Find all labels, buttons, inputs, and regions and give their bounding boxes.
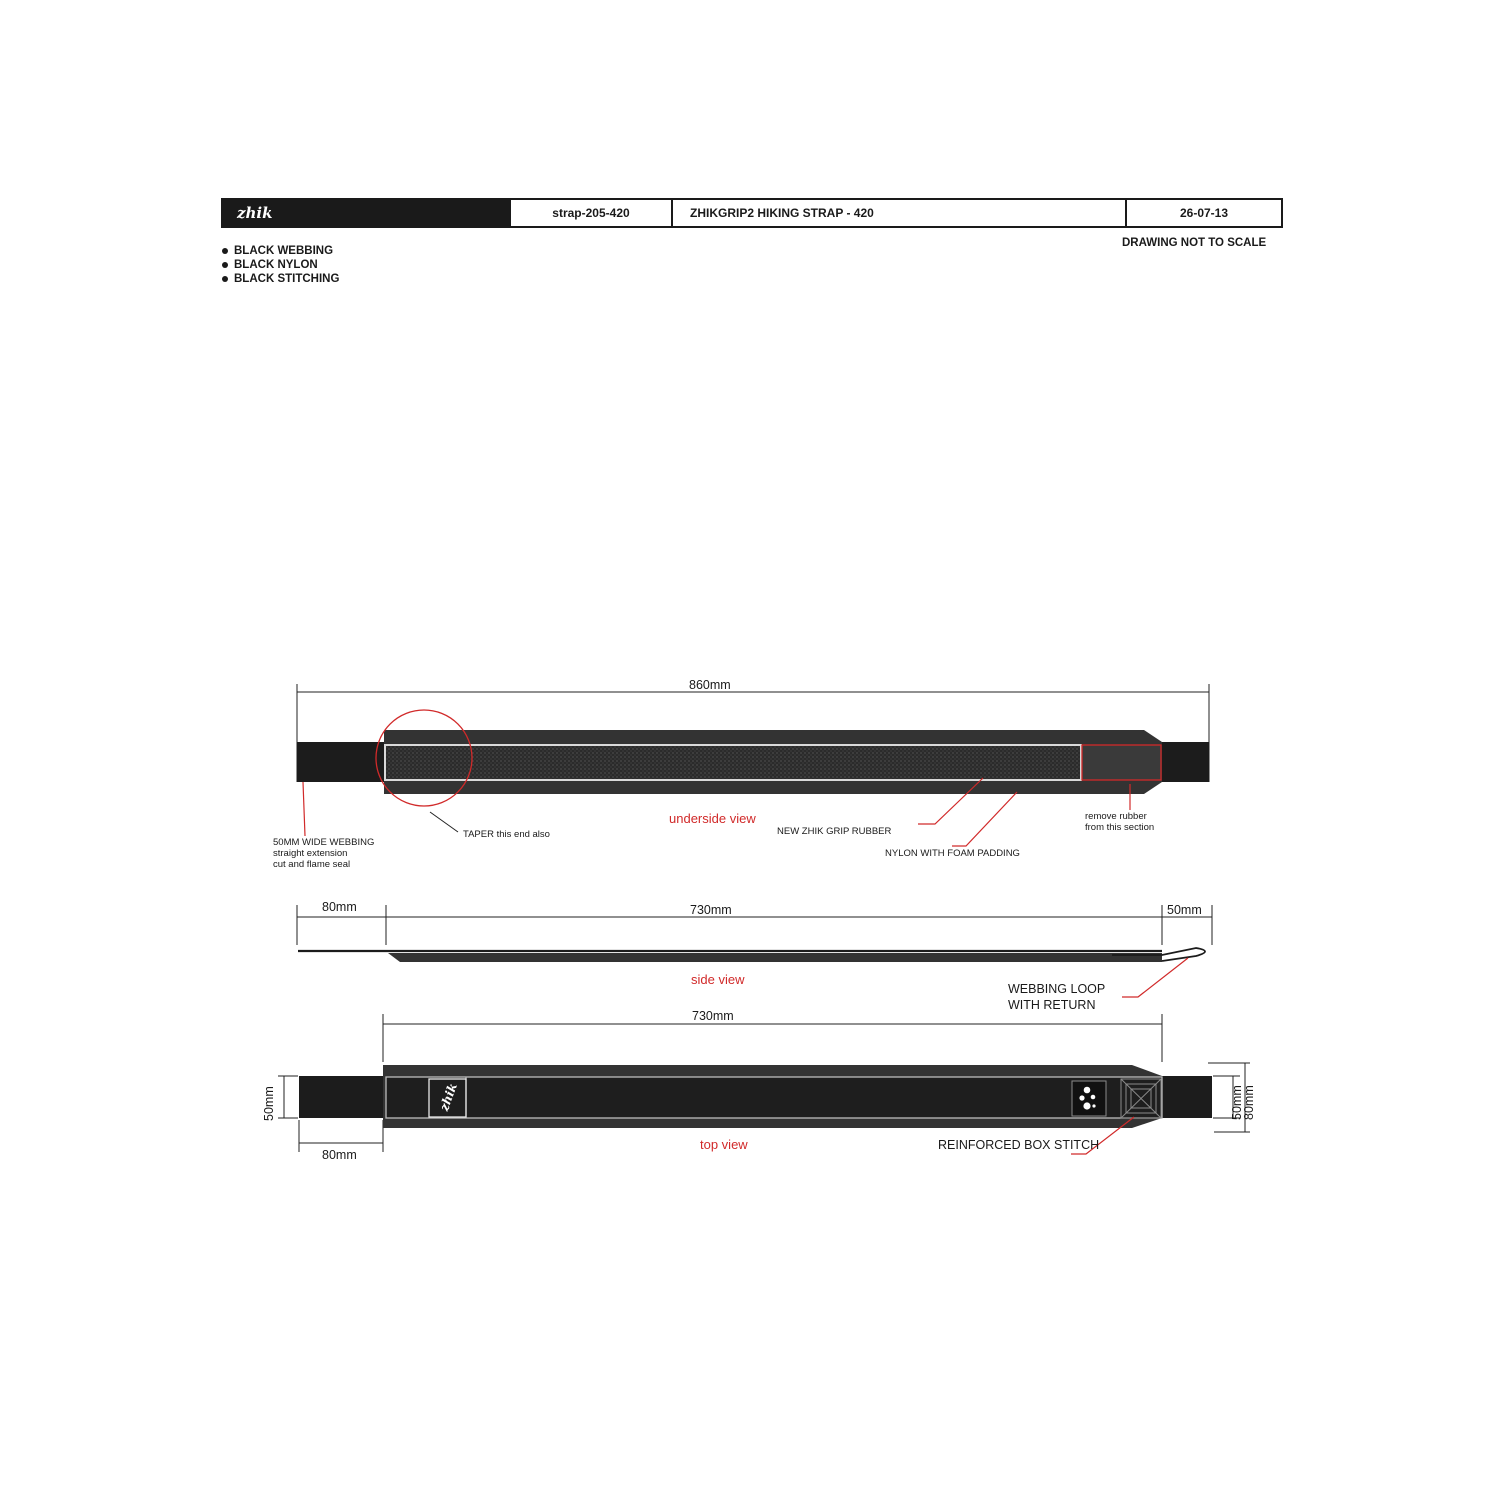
spec-label: BLACK WEBBING [234, 245, 334, 257]
callout-rubber: NEW ZHIK GRIP RUBBER [777, 826, 892, 837]
leader-taper [430, 812, 458, 832]
callout-taper: TAPER this end also [463, 829, 550, 840]
callout-line: 50MM WIDE WEBBING [273, 837, 375, 848]
remove-rubber-section [1082, 745, 1161, 780]
drawing-date: 26-07-13 [1125, 200, 1281, 226]
leader-nylon [952, 792, 1017, 846]
strap-profile [388, 953, 1162, 962]
leader-webbing [303, 782, 305, 836]
top-view [278, 1014, 1250, 1154]
strap-inner-panel [386, 1077, 1162, 1118]
callout-nylon: NYLON WITH FOAM PADDING [885, 848, 1020, 859]
callout-loop [1008, 981, 1105, 1013]
callout-line: WITH RETURN [1008, 998, 1096, 1012]
dim-730-side: 730mm [690, 903, 732, 917]
callout-remove [1085, 811, 1154, 833]
leader-loop [1122, 958, 1188, 997]
brand-logo: zhik [223, 200, 509, 226]
callout-line: from this section [1085, 822, 1155, 833]
drawing-code: strap-205-420 [509, 200, 671, 226]
dim-50-left: 50mm [262, 1086, 276, 1121]
grip-badge [1072, 1081, 1106, 1116]
callout-box-stitch: REINFORCED BOX STITCH [938, 1138, 1100, 1152]
callout-line: WEBBING LOOP [1008, 982, 1106, 996]
callout-line: straight extension [273, 848, 348, 859]
product-name: ZHIKGRIP2 HIKING STRAP - 420 [671, 200, 1125, 226]
underside-view-label: underside view [669, 811, 756, 826]
dim-80-top: 80mm [322, 1148, 357, 1162]
callout-line: cut and flame seal [273, 859, 351, 870]
dim-80-right: 80mm [1242, 1085, 1256, 1120]
spec-label: BLACK NYLON [234, 259, 318, 271]
dim-50-side: 50mm [1167, 903, 1202, 917]
dim-50-right: 50mm [1230, 1085, 1244, 1120]
dim-860: 860mm [689, 678, 731, 692]
callout-webbing [273, 837, 374, 870]
top-view-label: top view [700, 1137, 748, 1152]
grip-rubber [385, 745, 1081, 780]
scale-note: DRAWING NOT TO SCALE [1122, 237, 1267, 249]
spec-label: BLACK STITCHING [234, 273, 340, 285]
callout-line: remove rubber [1085, 811, 1147, 822]
dim-80-side: 80mm [322, 900, 357, 914]
dim-730-top: 730mm [692, 1009, 734, 1023]
strap-logo: zhik [437, 1081, 460, 1113]
side-view-label: side view [691, 972, 745, 987]
